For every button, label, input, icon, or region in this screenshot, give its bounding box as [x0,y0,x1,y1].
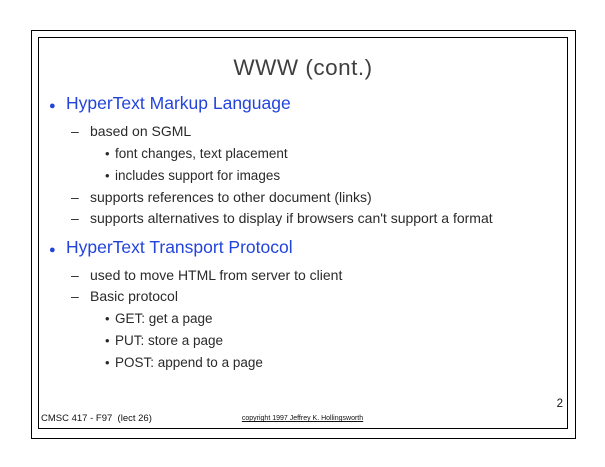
sub-sub-bullet-item [49,308,563,330]
sub-sub-bullet-text: includes support for images [115,167,281,183]
footer-course-label: CMSC 417 - F97 (lect 26) [41,413,152,424]
slide-body [49,91,563,374]
sub-bullet-text: Basic protocol [90,288,178,304]
sub-bullet-item [49,208,563,230]
sub-bullet-text: supports references to other document (links) [90,188,372,205]
slide-title: WWW (cont.) [233,55,373,80]
sub-sub-bullet-item [49,352,563,374]
bullet-dot-icon: ● [49,100,56,112]
dot-icon: • [105,310,110,326]
dash-icon: – [71,188,79,205]
sub-sub-bullet-text: GET: get a page [115,310,213,326]
sub-bullet-text: used to move HTML from server to client [90,266,343,283]
sub-bullet-text: based on SGML [90,123,192,139]
bullet-item [49,91,563,118]
dot-icon: • [105,354,110,370]
sub-bullet-item [49,121,563,143]
bullet-text: HyperText Transport Protocol [66,236,293,257]
dot-icon: • [105,167,110,183]
sub-sub-bullet-text: POST: append to a page [115,354,263,370]
sub-sub-bullet-item [49,143,563,165]
sub-sub-bullet-item [49,330,563,352]
dot-icon: • [105,145,110,161]
sub-sub-bullet-item [49,165,563,187]
bullet-item [49,235,563,262]
sub-bullet-item [49,265,563,287]
dash-icon: – [71,123,79,139]
sub-bullet-text: supports alternatives to display if browsers can't support a format [90,210,493,226]
bullet-dot-icon: ● [49,243,56,256]
slide-inner-border [38,37,568,429]
sub-sub-bullet-text: font changes, text placement [115,145,288,161]
sub-bullet-item [49,286,563,308]
sub-bullet-item [49,187,563,209]
sub-sub-bullet-text: PUT: store a page [115,332,224,348]
page-number: 2 [556,398,563,410]
dot-icon: • [105,332,110,348]
bullet-text: HyperText Markup Language [66,93,291,113]
dash-icon: – [71,288,79,304]
dash-icon: – [71,210,79,226]
footer-copyright: copyright 1997 Jeffrey K. Hollingsworth [241,415,364,422]
dash-icon: – [71,266,79,283]
